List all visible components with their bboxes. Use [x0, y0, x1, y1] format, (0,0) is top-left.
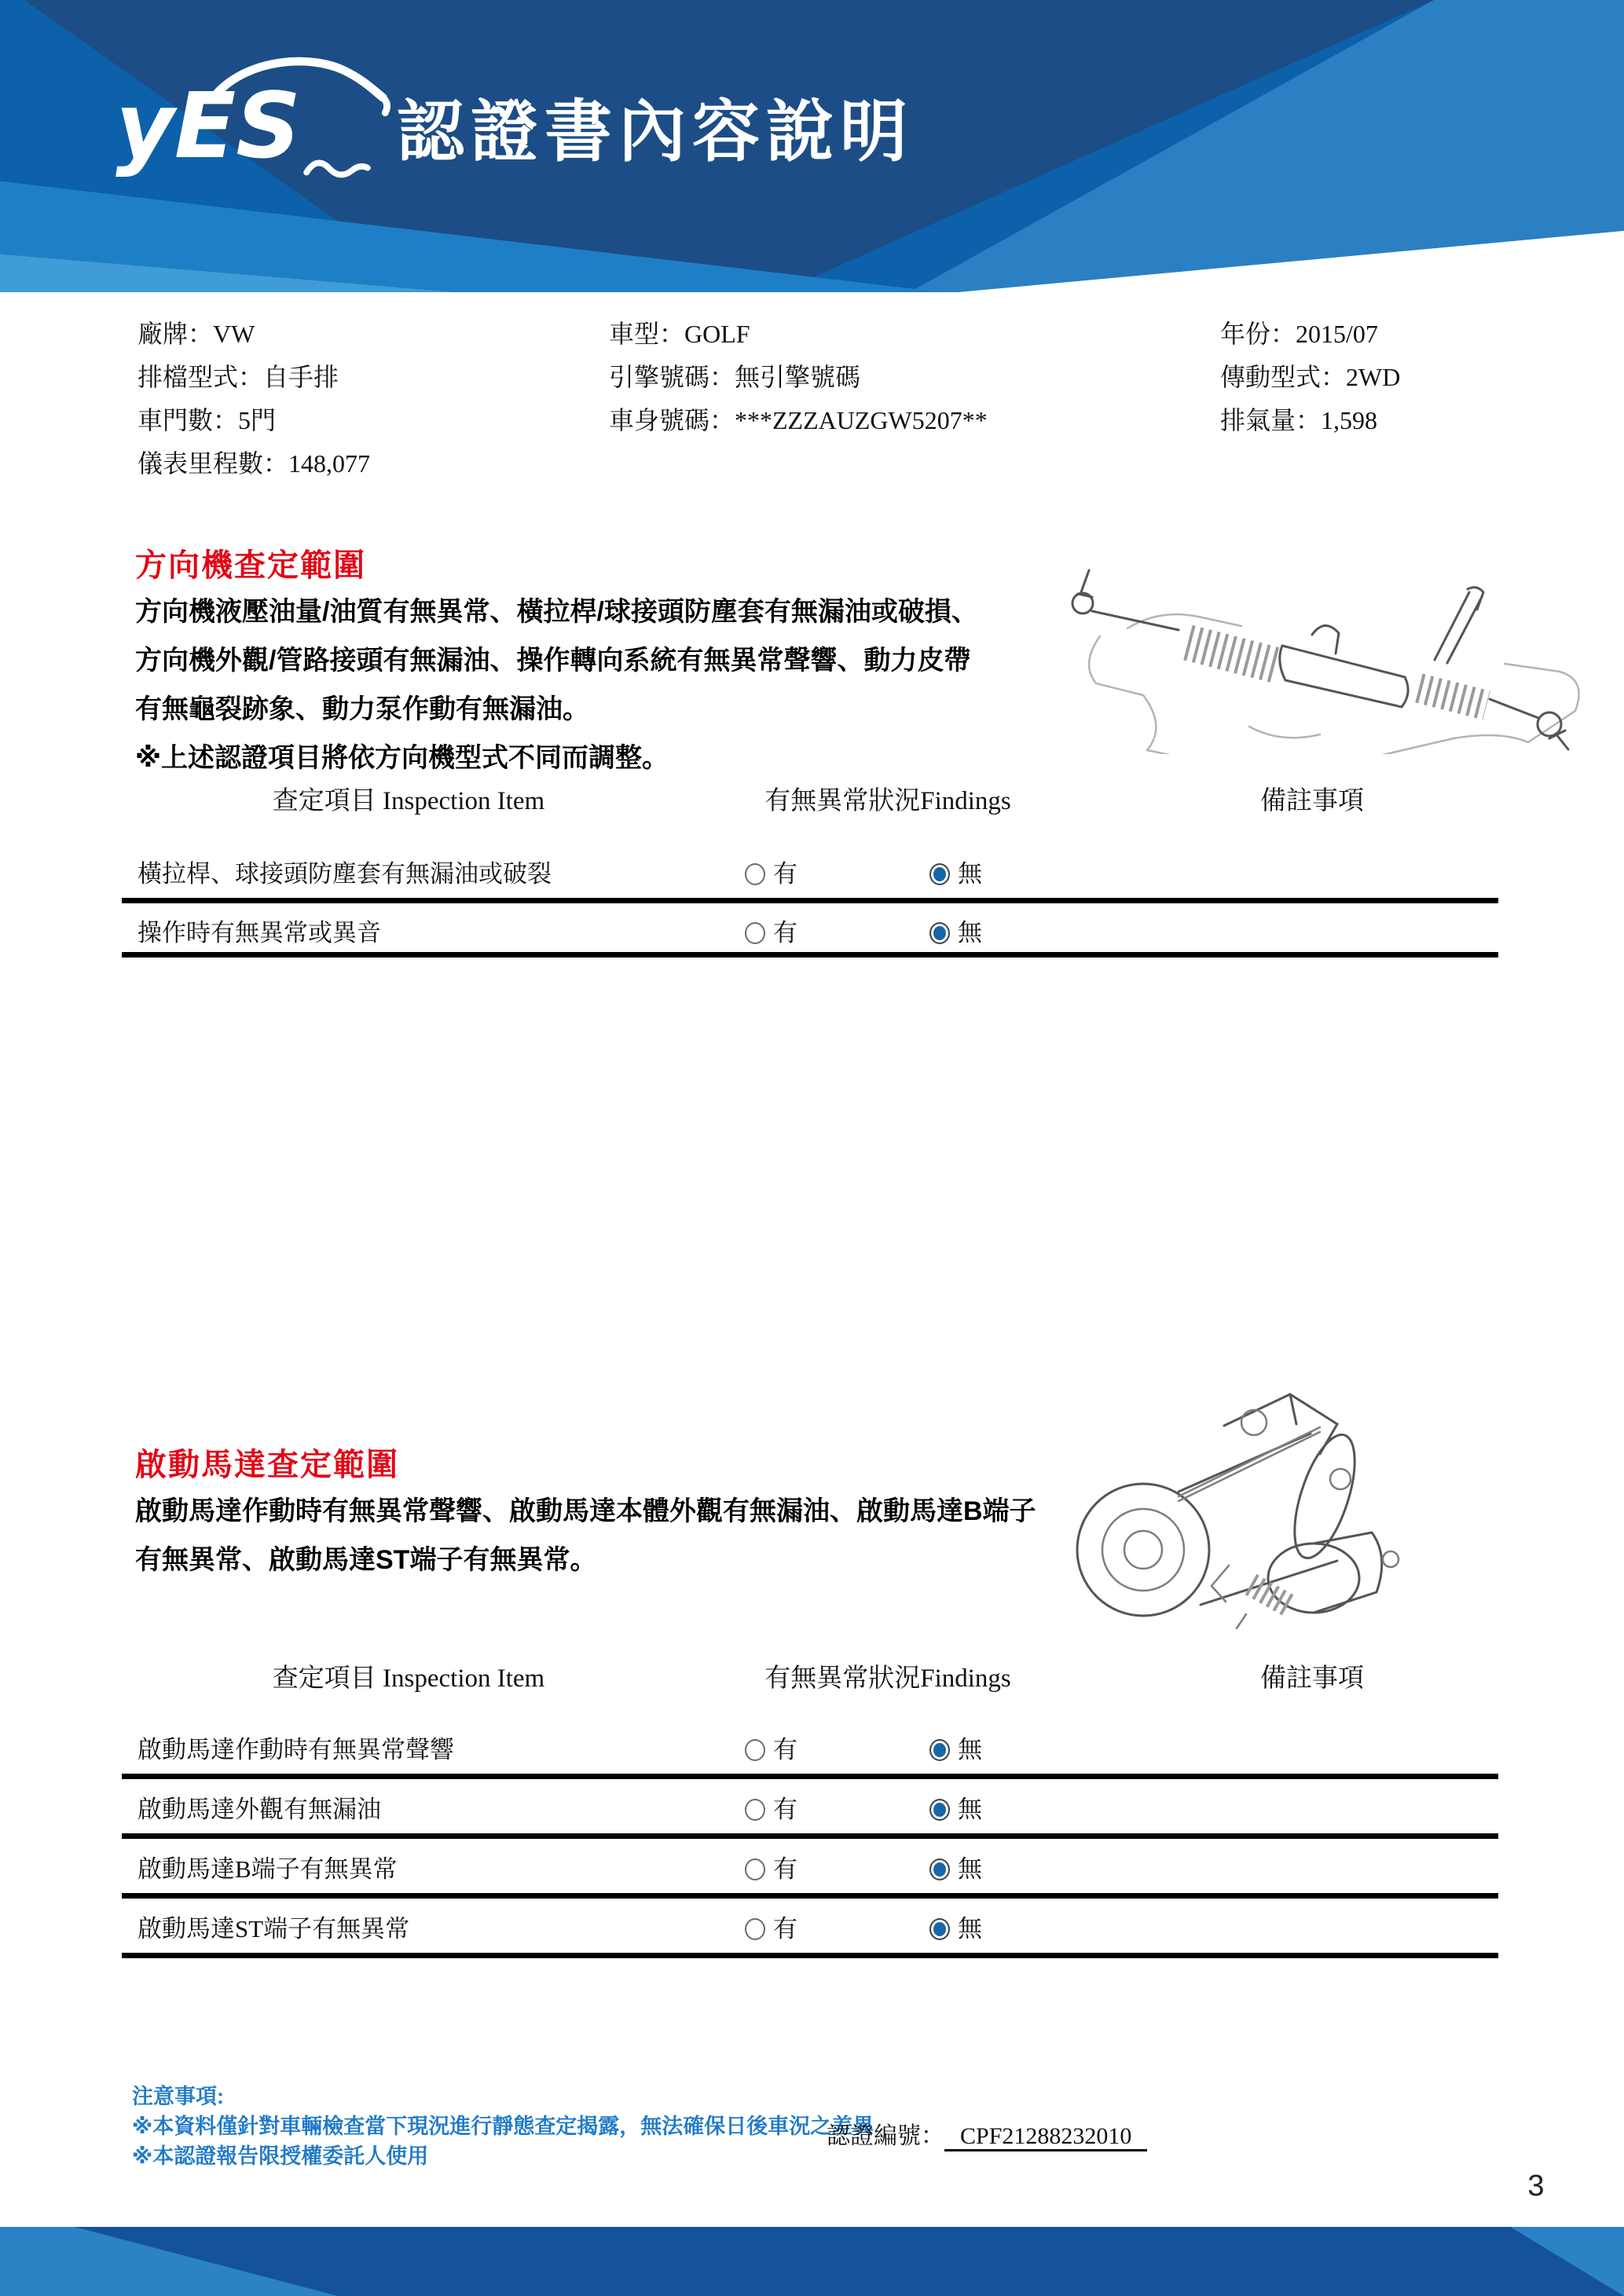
info-year: 年份：2015/07 [1220, 320, 1378, 348]
caution-heading: 注意事項: [132, 2085, 224, 2108]
radio-option-no[interactable] [929, 1788, 982, 1832]
radio-no-label: 無 [958, 1796, 982, 1823]
radio-unselected-icon[interactable] [745, 1918, 765, 1940]
caution-line: ※本認證報告限授權委託人使用 [132, 2144, 429, 2168]
radio-option-yes[interactable] [745, 1728, 797, 1772]
radio-yes-label: 有 [773, 860, 797, 888]
vehicle-info-column-1 [137, 313, 370, 485]
table-row [0, 1728, 1624, 1772]
radio-unselected-icon[interactable] [745, 1799, 765, 1821]
radio-yes-label: 有 [773, 1796, 797, 1823]
starter-motor-illustration [1061, 1379, 1422, 1638]
remark-cell [1194, 1847, 1430, 1891]
radio-no-label: 無 [958, 1915, 982, 1943]
info-engine-number: 引擎號碼：無引擎號碼 [609, 363, 861, 391]
radio-option-yes[interactable] [745, 1788, 797, 1832]
radio-no-label: 無 [958, 1736, 982, 1763]
description-line: 方向機液壓油量/油質有無異常、橫拉桿/球接頭防塵套有無漏油或破損、 [135, 597, 978, 627]
info-door-count: 車門數：5門 [137, 406, 277, 434]
table-header-findings: 有無異常狀況Findings [764, 1664, 1011, 1693]
description-line: 啟動馬達作動時有無異常聲響、啟動馬達本體外觀有無漏油、啟動馬達B端子 [135, 1496, 1036, 1526]
info-model: 車型：GOLF [609, 320, 750, 348]
radio-unselected-icon[interactable] [745, 1858, 765, 1880]
table-header-findings: 有無異常狀況Findings [764, 787, 1011, 815]
remark-cell [1194, 852, 1430, 896]
radio-option-yes[interactable] [745, 1847, 797, 1891]
radio-selected-icon[interactable] [929, 922, 950, 944]
table-divider [122, 1893, 1498, 1899]
footer-dark-wedge [0, 2227, 1624, 2296]
section-title-starter: 啟動馬達查定範圍 [135, 1448, 399, 1482]
table-row [0, 911, 1624, 955]
radio-option-yes[interactable] [745, 911, 797, 955]
table-divider [122, 898, 1498, 903]
vehicle-info-column-3 [1220, 313, 1400, 442]
certificate-number-value: CPF21288232010 [944, 2123, 1147, 2151]
header-banner [0, 0, 1624, 292]
info-odometer: 儀表里程數：148,077 [137, 449, 371, 478]
caution-notes [132, 2082, 874, 2171]
section-description-starter [135, 1487, 1036, 1584]
caution-line: ※本資料僅針對車輛檢查當下現況進行靜態查定揭露，無法確保日後車況之差異 [132, 2115, 874, 2138]
table-header-remarks: 備註事項 [1260, 787, 1364, 815]
radio-yes-label: 有 [773, 1855, 797, 1883]
radio-option-no[interactable] [929, 852, 982, 896]
inspection-item-label: 啟動馬達ST端子有無異常 [137, 1915, 410, 1943]
table-row [0, 1907, 1624, 1951]
table-divider [122, 1774, 1498, 1779]
section-title-steering: 方向機查定範圍 [135, 548, 366, 583]
radio-yes-label: 有 [773, 1915, 797, 1943]
logo-text: yES [115, 75, 301, 180]
remark-cell [1194, 1907, 1430, 1951]
vehicle-info-column-2 [609, 313, 988, 442]
table-header-inspection-item: 查定項目 Inspection Item [272, 1664, 545, 1693]
table-header-remarks: 備註事項 [1260, 1664, 1364, 1693]
table-divider [122, 952, 1498, 958]
certificate-number-label: 認證編號： [827, 2123, 944, 2149]
info-transmission-type: 排檔型式：自手排 [137, 363, 339, 391]
radio-option-no[interactable] [929, 1907, 982, 1951]
info-drivetrain: 傳動型式：2WD [1220, 363, 1401, 391]
page-number: 3 [1527, 2170, 1545, 2203]
remark-cell [1194, 911, 1430, 955]
radio-yes-label: 有 [773, 919, 797, 947]
radio-selected-icon[interactable] [929, 1858, 950, 1880]
table-row [0, 1847, 1624, 1891]
section-description-steering [135, 588, 978, 782]
steering-rack-illustration [1053, 542, 1603, 754]
inspection-item-label: 啟動馬達B端子有無異常 [137, 1855, 398, 1883]
remark-cell [1194, 1788, 1430, 1832]
yes-car-logo-icon [114, 49, 397, 186]
inspection-item-label: 橫拉桿、球接頭防塵套有無漏油或破裂 [137, 860, 552, 888]
radio-no-label: 無 [958, 919, 982, 947]
radio-no-label: 無 [958, 1855, 982, 1883]
description-line: 方向機外觀/管路接頭有無漏油、操作轉向系統有無異常聲響、動力皮帶 [135, 646, 971, 676]
radio-unselected-icon[interactable] [745, 922, 765, 944]
description-line: 有無異常、啟動馬達ST端子有無異常。 [135, 1545, 597, 1575]
certificate-number-row [827, 2119, 1147, 2154]
footer-banner [0, 2227, 1624, 2296]
info-brand: 廠牌：VW [137, 320, 255, 348]
description-line: 有無龜裂跡象、動力泵作動有無漏油。 [135, 694, 589, 724]
table-row [0, 852, 1624, 896]
inspection-item-label: 啟動馬達外觀有無漏油 [137, 1796, 381, 1823]
table-header-inspection-item: 查定項目 Inspection Item [272, 787, 545, 815]
page-title: 認證書內容說明 [397, 94, 914, 170]
radio-unselected-icon[interactable] [745, 863, 765, 885]
radio-yes-label: 有 [773, 1736, 797, 1763]
table-divider [122, 1833, 1498, 1839]
radio-option-no[interactable] [929, 911, 982, 955]
inspection-item-label: 操作時有無異常或異音 [137, 919, 381, 947]
radio-option-no[interactable] [929, 1847, 982, 1891]
remark-cell [1194, 1728, 1430, 1772]
radio-unselected-icon[interactable] [745, 1739, 765, 1761]
info-displacement: 排氣量：1,598 [1220, 406, 1378, 434]
radio-selected-icon[interactable] [929, 1799, 950, 1821]
radio-option-yes[interactable] [745, 852, 797, 896]
inspection-item-label: 啟動馬達作動時有無異常聲響 [137, 1736, 454, 1763]
description-note: ※上述認證項目將依方向機型式不同而調整。 [135, 743, 669, 773]
radio-selected-icon[interactable] [929, 1739, 950, 1761]
radio-no-label: 無 [958, 860, 982, 888]
radio-selected-icon[interactable] [929, 863, 950, 885]
table-row [0, 1788, 1624, 1832]
radio-option-no[interactable] [929, 1728, 982, 1772]
radio-option-yes[interactable] [745, 1907, 797, 1951]
radio-selected-icon[interactable] [929, 1918, 950, 1940]
info-vin: 車身號碼：***ZZZAUZGW5207** [609, 406, 988, 434]
table-divider [122, 1953, 1498, 1958]
